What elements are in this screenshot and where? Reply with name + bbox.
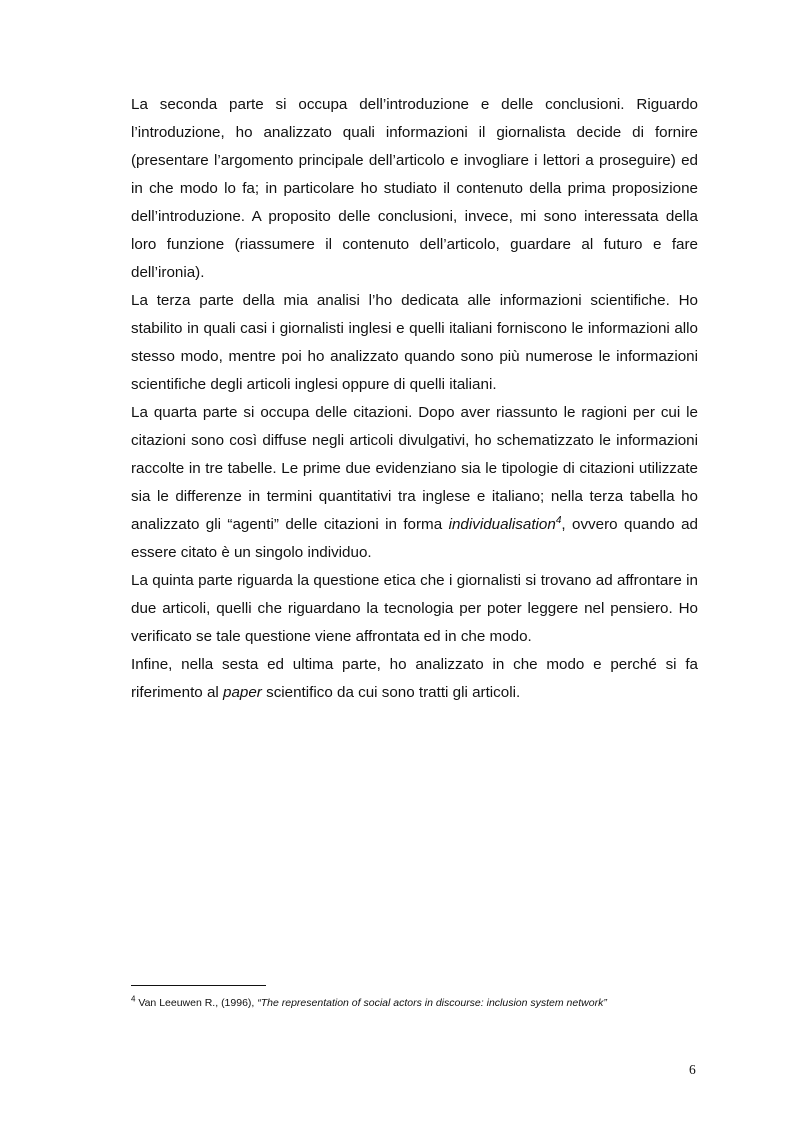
paragraph-ethical-question: La quinta parte riguarda la questione etica che i giornalisti si trovano ad affrontare in due articoli, quelli che riguardano la tecnologia per poter leggere nel pensiero. Ho verificato se tale questione viene affrontata ed in che modo. <box>131 572 698 645</box>
footnote-reference[interactable]: 4 <box>555 514 562 526</box>
footnote-number: 4 <box>131 994 136 1004</box>
individualisation-term: individualisation <box>448 516 556 533</box>
footnote <box>131 996 731 1010</box>
paper-term: paper <box>223 684 262 701</box>
body-text <box>131 91 698 707</box>
paper-text-after: scientifico da cui sono tratti gli articoli. <box>261 684 521 701</box>
paragraph-citations <box>131 399 698 567</box>
footnote-title: “The representation of social actors in discourse: inclusion system network” <box>257 997 607 1009</box>
paragraph-scientific-information: La terza parte della mia analisi l’ho dedicata alle informazioni scientifiche. Ho stabilito in quali casi i giornalisti inglesi e quelli italiani forniscono le informazioni allo stesso modo, mentre poi ho analizzato quando sono più numerose le informazioni scientifiche degli articoli inglesi oppure di quelli italiani. <box>131 292 698 393</box>
citations-text-after: , ovvero quando ad essere citato è un singolo individuo. <box>131 516 698 561</box>
citations-text-before: La quarta parte si occupa delle citazioni. Dopo aver riassunto le ragioni per cui le citazioni sono così diffuse negli articoli divulgativi, ho schematizzato le informazioni raccolte in tre tabelle. Le prime due evidenziano sia le tipologie di citazioni utilizzate sia le differenze in termini quantitativi tra inglese e italiano; nella terza tabella ho analizzato gli “agenti” delle citazioni in forma <box>131 404 698 533</box>
paragraph-scientific-paper <box>131 651 698 707</box>
paragraph-introduction-conclusions: La seconda parte si occupa dell’introduzione e delle conclusioni. Riguardo l’introduzione, ho analizzato quali informazioni il giornalista decide di fornire (presentare l’argomento principale dell’articolo e invogliare i lettori a proseguire) ed in che modo lo fa; in particolare ho studiato il contenuto della prima proposizione dell’introduzione. A proposito delle conclusioni, invece, mi sono interessata della loro funzione (riassumere il contenuto dell’articolo, guardare al futuro e fare dell’ironia). <box>131 96 698 281</box>
footnote-author: Van Leeuwen R., (1996), <box>135 997 258 1009</box>
page-number: 6 <box>689 1062 696 1077</box>
footnote-separator <box>131 985 266 986</box>
paper-text-before: Infine, nella sesta ed ultima parte, ho analizzato in che modo e perché si fa riferimento al <box>131 656 698 701</box>
